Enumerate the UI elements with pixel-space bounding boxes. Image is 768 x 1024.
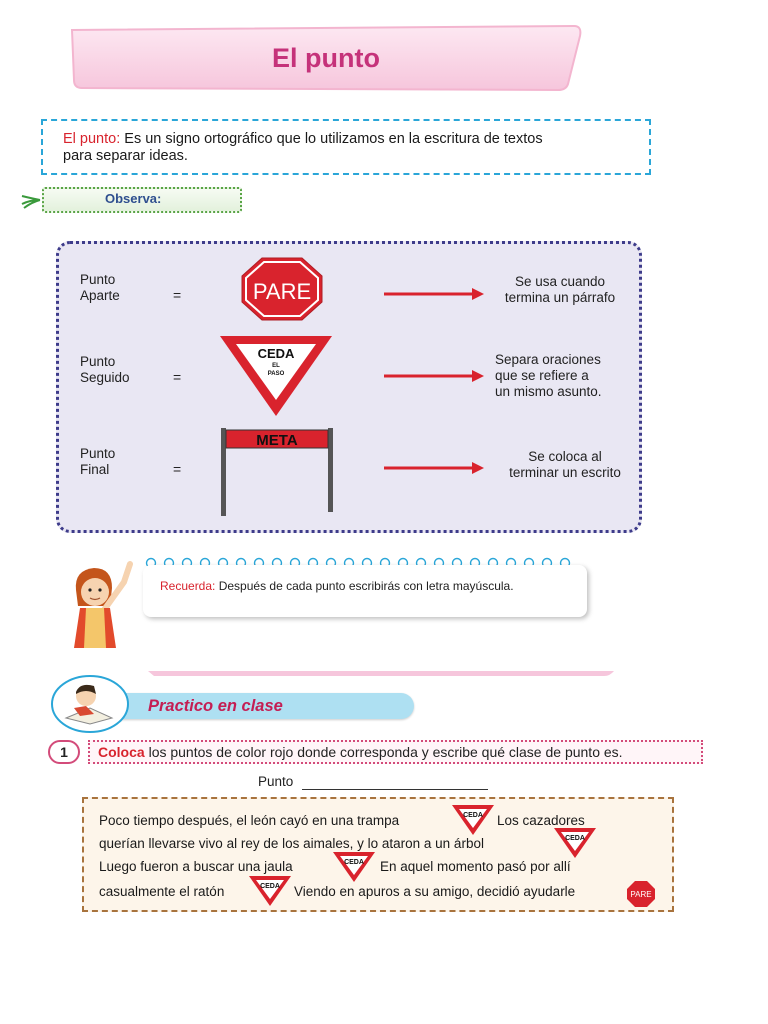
yield-sign-sub: EL <box>272 363 280 369</box>
row-label <box>80 446 115 478</box>
arrow-icon <box>382 287 486 301</box>
definition-line-1 <box>63 131 631 148</box>
stop-sign-icon <box>240 256 324 322</box>
row-label-line: Punto <box>80 272 116 287</box>
section-divider <box>148 668 614 678</box>
exercise-instruction <box>88 740 703 764</box>
observa-label: Observa: <box>105 191 162 206</box>
yield-sign-icon <box>218 334 334 418</box>
exercise-number: 1 <box>48 740 80 764</box>
equals-sign: = <box>173 287 182 303</box>
exercise-instruction-text: los puntos de color rojo donde corresponda y escribe qué clase de punto es. <box>148 744 623 760</box>
mini-yield-sign-icon <box>332 851 376 883</box>
finish-line-text: META <box>256 432 298 449</box>
definition-line-2: para separar ideas. <box>63 148 188 164</box>
definition-term: El punto: <box>63 131 121 147</box>
punto-label: Punto <box>258 774 294 789</box>
row-label-line: Seguido <box>80 370 130 385</box>
row-label <box>80 272 120 304</box>
definition-text: Es un signo ortográfico que lo utilizamos en la escritura de textos <box>124 131 543 147</box>
definition-box <box>41 119 651 175</box>
mini-yield-sign-icon <box>451 804 495 836</box>
arrow-icon <box>382 461 486 475</box>
mini-yield-sign-icon <box>553 827 597 859</box>
story-line: Luego fueron a buscar una jaula <box>99 859 293 874</box>
row-description-line: que se refiere a <box>495 368 589 383</box>
page-title: El punto <box>272 42 380 73</box>
recuerda-note <box>160 579 514 593</box>
row-description <box>495 352 625 400</box>
row-description-line: termina un párrafo <box>504 290 616 305</box>
mini-stop-sign-text: PARE <box>630 890 652 899</box>
mini-yield-sign-text: CEDA <box>344 859 364 866</box>
row-label-line: Punto <box>80 354 116 369</box>
row-label-line: Final <box>80 462 110 477</box>
story-line: Viendo en apuros a su amigo, decidió ayudarle <box>294 884 576 899</box>
equals-sign: = <box>173 461 182 477</box>
story-line: querían llevarse vivo al rey de los aimales, y lo ataron a un árbol <box>99 836 484 851</box>
mini-stop-sign-icon <box>626 880 656 908</box>
story-line: casualmente el ratón <box>99 884 225 899</box>
recuerda-term: Recuerda: <box>160 579 216 593</box>
row-description-line: Se usa cuando <box>514 274 606 289</box>
mini-yield-sign-text: CEDA <box>463 812 483 819</box>
mini-yield-sign-text: CEDA <box>565 835 585 842</box>
row-description-line: Separa oraciones <box>495 352 601 367</box>
row-description <box>495 449 635 481</box>
row-description-line: un mismo asunto. <box>495 384 602 399</box>
story-line: Poco tiempo después, el león cayó en una trampa <box>99 813 400 828</box>
row-label-line: Punto <box>80 446 116 461</box>
story-line: En aquel momento pasó por allí <box>380 859 571 874</box>
equals-sign: = <box>173 369 182 385</box>
row-description-line: Se coloca al <box>528 449 602 464</box>
student-reading-illustration <box>50 674 130 734</box>
yield-sign-sub: PASO <box>267 371 285 377</box>
recuerda-text: Después de cada punto escribirás con letra mayúscula. <box>218 579 514 593</box>
row-label <box>80 354 130 386</box>
yield-sign-text: CEDA <box>257 346 295 361</box>
mini-yield-sign-icon <box>248 875 292 907</box>
mini-yield-sign-text: CEDA <box>260 883 280 890</box>
arrow-icon <box>382 369 486 383</box>
row-description-line: terminar un escrito <box>509 465 621 480</box>
stop-sign-text: PARE <box>252 279 312 304</box>
child-pointing-illustration <box>66 560 142 652</box>
exercise-verb: Coloca <box>98 744 145 760</box>
row-description <box>495 274 625 306</box>
story-line: Los cazadores <box>497 813 585 828</box>
practico-label: Practico en clase <box>148 697 283 715</box>
finish-line-icon <box>218 424 336 518</box>
punto-answer-line[interactable] <box>302 789 488 790</box>
row-label-line: Aparte <box>80 288 120 303</box>
